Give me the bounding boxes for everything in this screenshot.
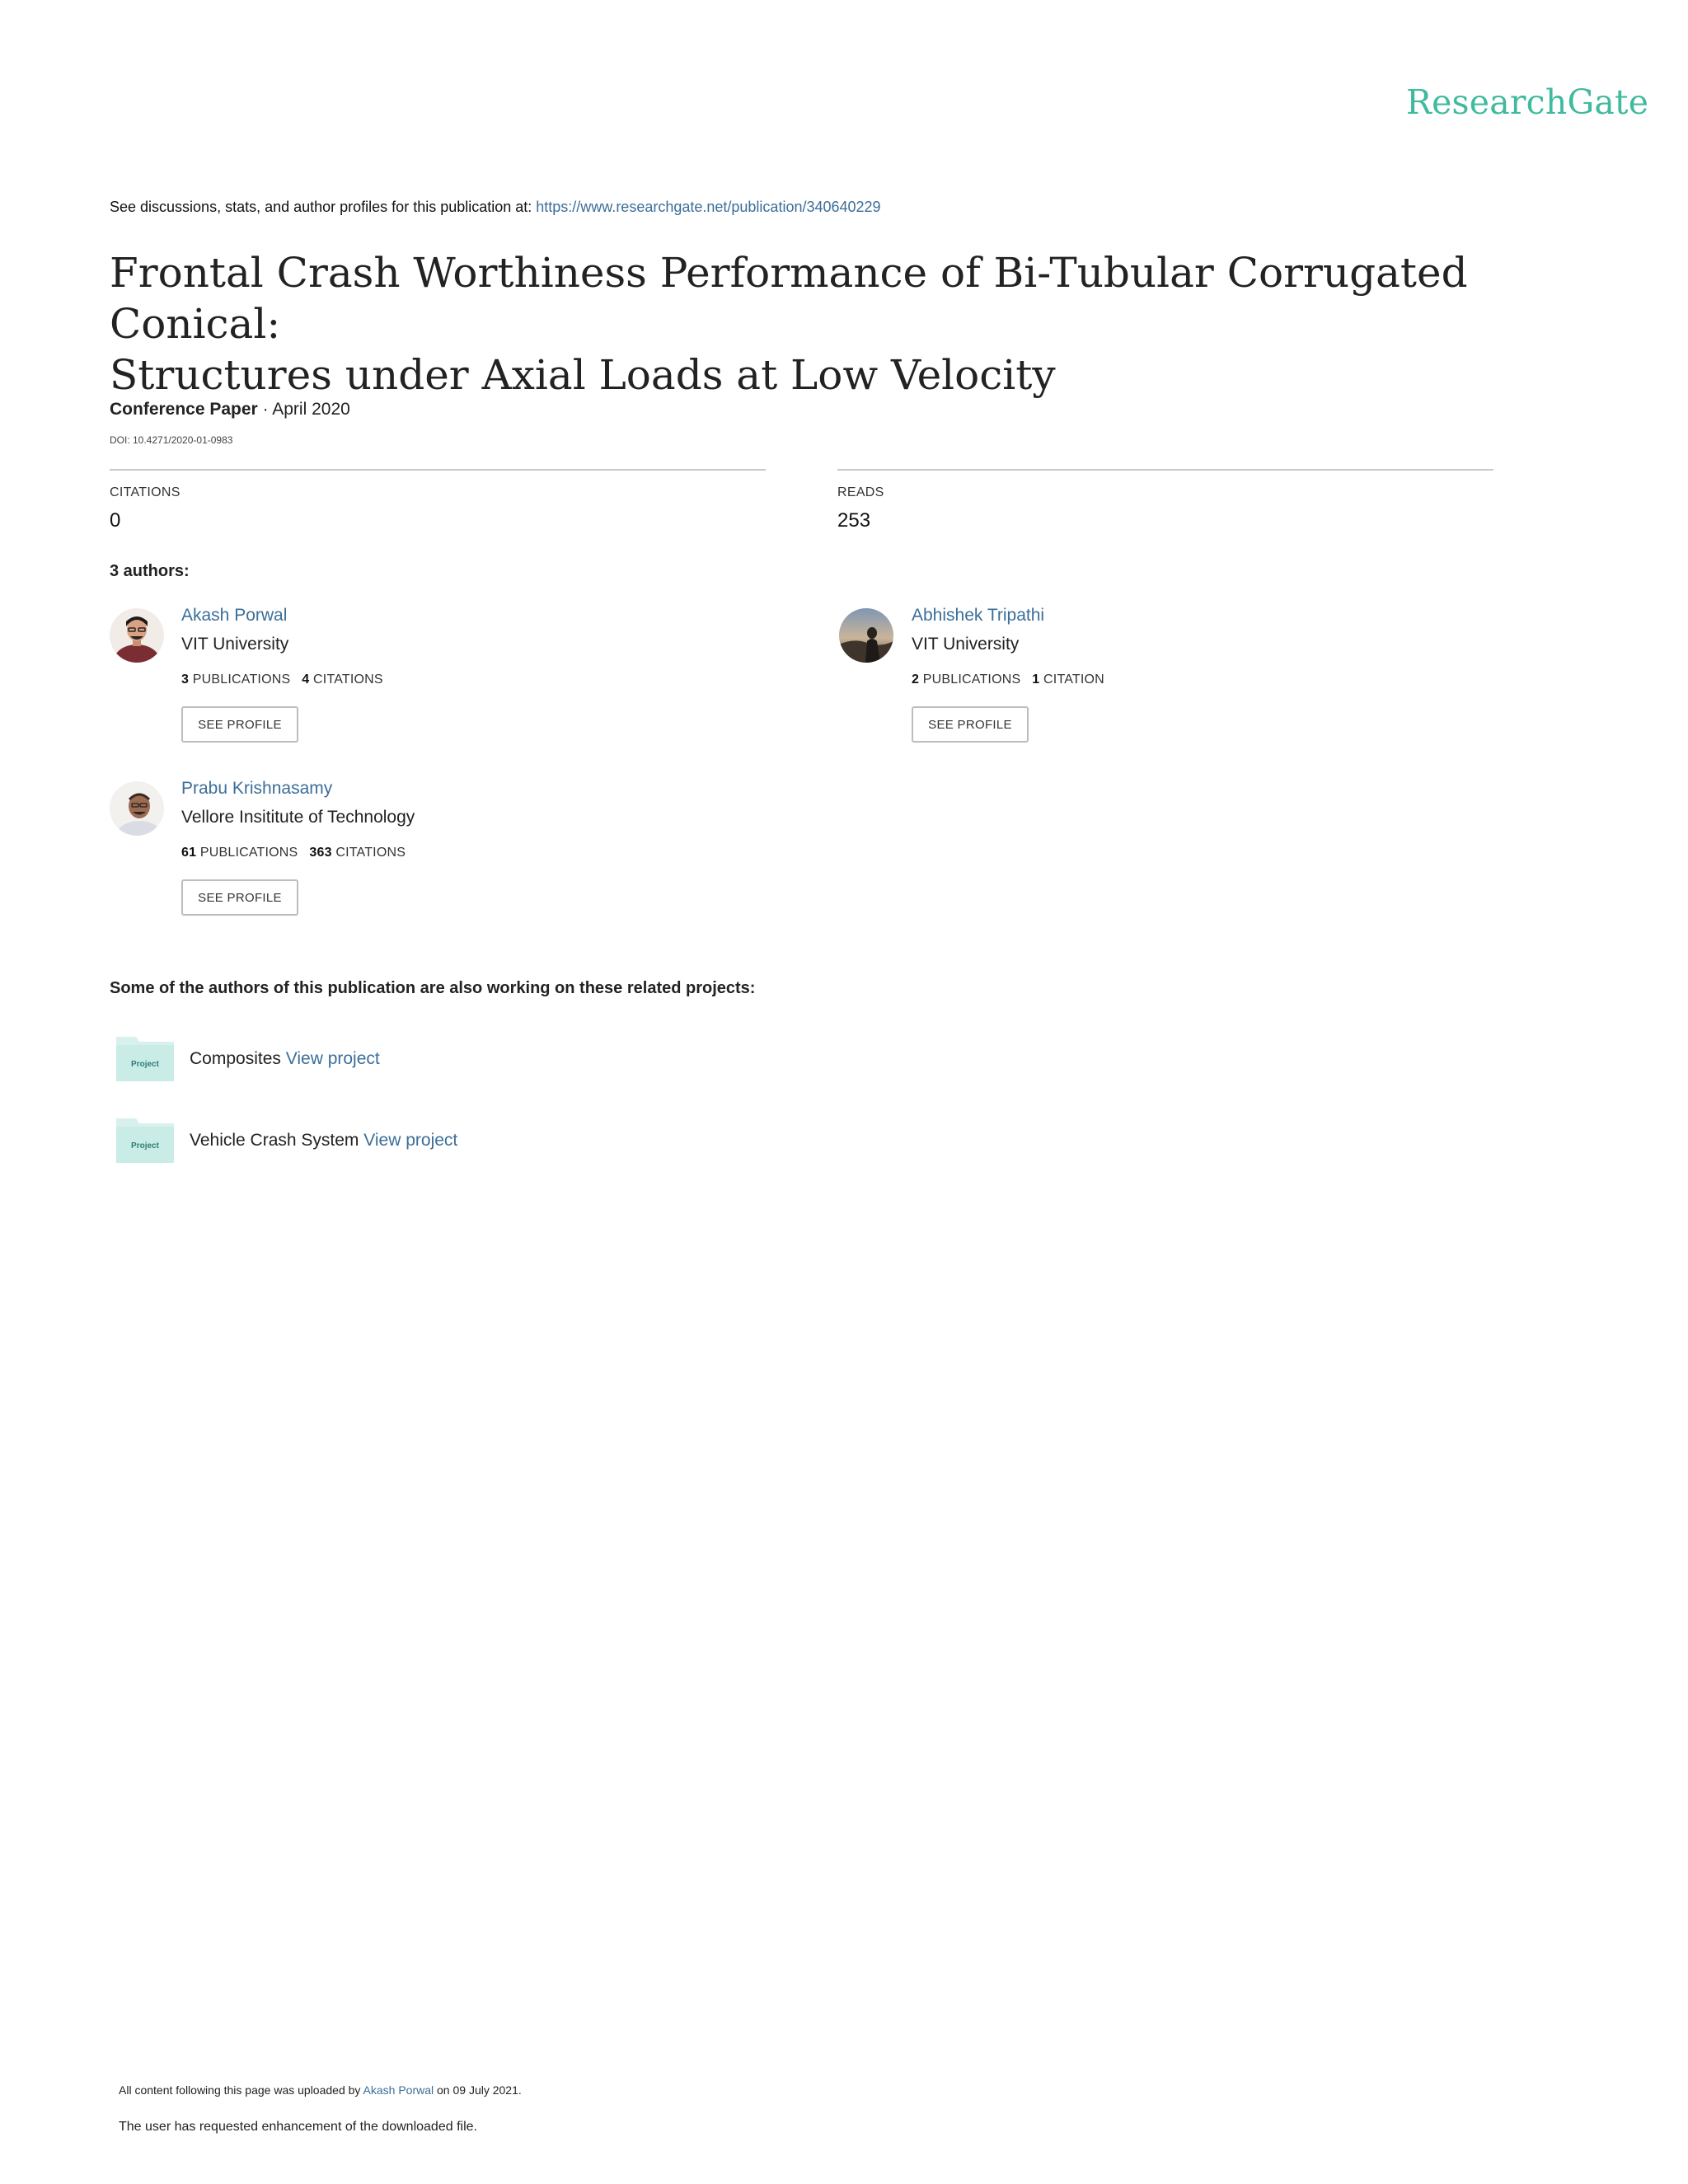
citations-value: 0 — [110, 509, 121, 532]
upload-prefix: All content following this page was uploaded by — [119, 2083, 363, 2097]
see-profile-button[interactable]: SEE PROFILE — [912, 706, 1029, 743]
project-item — [190, 1049, 380, 1069]
citations-label: CITATION — [1043, 673, 1104, 687]
publication-type — [110, 400, 350, 419]
citations-label: CITATIONS — [110, 485, 181, 499]
avatar-akash-porwal[interactable] — [110, 608, 164, 663]
publications-label: PUBLICATIONS — [192, 673, 291, 687]
avatar-photo-icon — [839, 608, 893, 663]
reads-value: 253 — [837, 509, 871, 532]
citations-count: 363 — [309, 846, 332, 860]
authors-heading: 3 authors: — [110, 562, 190, 580]
project-name: Composites — [190, 1049, 286, 1068]
publication-date: · April 2020 — [257, 400, 350, 419]
upload-note — [119, 2083, 522, 2097]
author-institution: VIT University — [181, 635, 289, 654]
citations-label: CITATIONS — [335, 846, 406, 860]
author-name-link[interactable]: Prabu Krishnasamy — [181, 779, 333, 798]
publications-count: 61 — [181, 846, 197, 860]
publications-count: 2 — [912, 673, 920, 687]
project-folder-icon — [115, 1115, 176, 1165]
see-profile-button[interactable]: SEE PROFILE — [181, 879, 298, 916]
reads-label: READS — [837, 485, 884, 499]
author-stats — [181, 673, 383, 687]
researchgate-logo[interactable]: ResearchGate — [1406, 82, 1649, 122]
project-item — [190, 1131, 457, 1151]
author-stats — [181, 846, 406, 860]
project-folder-icon — [115, 1033, 176, 1083]
doi: DOI: 10.4271/2020-01-0983 — [110, 434, 233, 446]
reads-divider — [837, 469, 1493, 471]
citations-count: 4 — [302, 673, 310, 687]
publications-label: PUBLICATIONS — [922, 673, 1021, 687]
project-icon-label: Project — [131, 1141, 159, 1151]
author-institution: VIT University — [912, 635, 1020, 654]
citations-divider — [110, 469, 766, 471]
avatar-photo-icon — [110, 781, 164, 836]
publications-label: PUBLICATIONS — [199, 846, 298, 860]
author-institution: Vellore Insititute of Technology — [181, 808, 415, 827]
paper-title — [110, 247, 1560, 401]
view-project-link[interactable]: View project — [285, 1049, 380, 1068]
upload-suffix: on 09 July 2021. — [434, 2083, 522, 2097]
see-profile-button[interactable]: SEE PROFILE — [181, 706, 298, 743]
uploader-link[interactable]: Akash Porwal — [363, 2083, 434, 2097]
discussion-prefix: See discussions, stats, and author profiles for this publication at: — [110, 199, 537, 215]
author-name-link[interactable]: Akash Porwal — [181, 606, 288, 625]
citations-count: 1 — [1032, 673, 1040, 687]
avatar-abhishek-tripathi[interactable] — [839, 608, 893, 663]
avatar-prabu-krishnasamy[interactable] — [110, 781, 164, 836]
view-project-link[interactable]: View project — [363, 1131, 458, 1150]
enhancement-note: The user has requested enhancement of the downloaded file. — [119, 2120, 477, 2134]
author-name-link[interactable]: Abhishek Tripathi — [912, 606, 1045, 625]
discussion-note — [110, 199, 881, 216]
paper-title-line1: Frontal Crash Worthiness Performance of Bi-Tubular Corrugated Conical: — [110, 249, 1468, 348]
project-icon-label: Project — [131, 1060, 159, 1069]
related-projects-heading: Some of the authors of this publication are also working on these related projects: — [110, 979, 756, 997]
author-stats — [912, 673, 1104, 687]
citations-label: CITATIONS — [313, 673, 383, 687]
publication-url-link[interactable]: https://www.researchgate.net/publication/340640229 — [536, 199, 881, 215]
paper-title-line2: Structures under Axial Loads at Low Velocity — [110, 351, 1056, 399]
project-name: Vehicle Crash System — [190, 1131, 364, 1150]
avatar-photo-icon — [110, 608, 164, 663]
publication-type-label: Conference Paper — [110, 400, 258, 419]
publications-count: 3 — [181, 673, 190, 687]
